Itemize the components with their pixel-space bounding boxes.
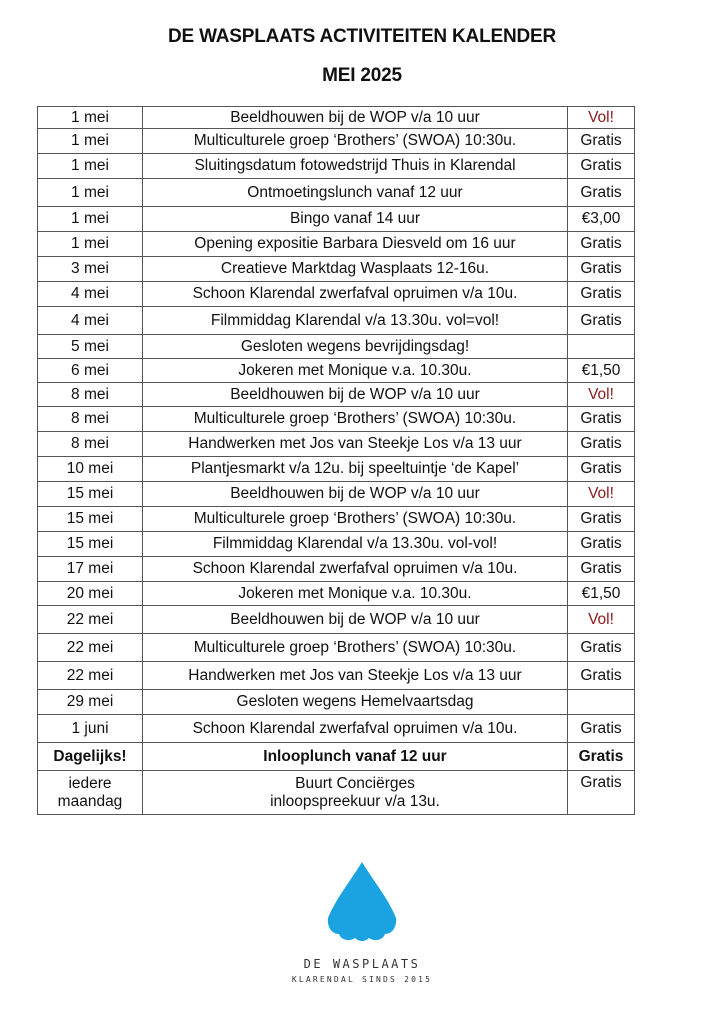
date-cell: 8 mei [38,383,143,407]
table-row [38,715,635,743]
date-cell: 22 mei [38,634,143,662]
date-cell: 29 mei [38,690,143,715]
date-cell: 1 mei [38,154,143,179]
price-cell: Gratis [568,179,635,207]
date-cell: Dagelijks! [38,743,143,771]
table-row [38,129,635,154]
page-title: DE WASPLAATS ACTIVITEITEN KALENDER [168,26,556,47]
price-cell: Gratis [568,282,635,307]
activity-cell: Plantjesmarkt v/a 12u. bij speeltuintje ‘de Kapel’ [143,457,568,482]
table-row [38,432,635,457]
date-cell: 10 mei [38,457,143,482]
table-row [38,662,635,690]
price-cell: €1,50 [568,359,635,383]
date-cell: 20 mei [38,582,143,606]
table-row [38,335,635,359]
table-row [38,107,635,129]
price-cell: Vol! [568,107,635,129]
activity-calendar-table [37,106,635,815]
price-cell: Gratis [568,307,635,335]
table-row [38,557,635,582]
table-row [38,407,635,432]
activity-cell: Filmmiddag Klarendal v/a 13.30u. vol=vol! [143,307,568,335]
table-row [38,307,635,335]
price-cell: Gratis [568,532,635,557]
activity-cell: Multiculturele groep ‘Brothers’ (SWOA) 10:30u. [143,407,568,432]
activity-line: Buurt Conciërges [295,774,415,792]
price-cell: Gratis [568,557,635,582]
price-cell: Gratis [568,634,635,662]
activity-cell: Ontmoetingslunch vanaf 12 uur [143,179,568,207]
price-cell [568,690,635,715]
table-row [38,482,635,507]
activity-cell: Beeldhouwen bij de WOP v/a 10 uur [143,383,568,407]
date-cell: 15 mei [38,532,143,557]
price-cell: Gratis [568,154,635,179]
date-cell: 1 mei [38,179,143,207]
table-row [38,207,635,232]
activity-cell: Filmmiddag Klarendal v/a 13.30u. vol-vol! [143,532,568,557]
price-cell: Gratis [568,232,635,257]
table-row [38,179,635,207]
price-cell: Vol! [568,482,635,507]
date-cell: 4 mei [38,282,143,307]
date-cell: 3 mei [38,257,143,282]
table-row [38,232,635,257]
activity-cell: Handwerken met Jos van Steekje Los v/a 13 uur [143,662,568,690]
date-cell: 15 mei [38,482,143,507]
price-cell: Gratis [568,662,635,690]
price-cell: Gratis [568,257,635,282]
date-cell: 1 mei [38,107,143,129]
page-subtitle-month: MEI 2025 [322,65,402,86]
activity-cell: Multiculturele groep ‘Brothers’ (SWOA) 10:30u. [143,507,568,532]
date-cell: 1 mei [38,207,143,232]
price-cell: Gratis [568,407,635,432]
price-cell: €3,00 [568,207,635,232]
price-cell: Gratis [568,129,635,154]
date-cell: 17 mei [38,557,143,582]
date-cell: 15 mei [38,507,143,532]
activity-cell: Gesloten wegens Hemelvaartsdag [143,690,568,715]
activity-cell: Beeldhouwen bij de WOP v/a 10 uur [143,606,568,634]
table-row [38,507,635,532]
date-cell: 1 mei [38,232,143,257]
wasplaats-logo [0,860,724,944]
activity-cell: Gesloten wegens bevrijdingsdag! [143,335,568,359]
activity-cell: Sluitingsdatum fotowedstrijd Thuis in Klarendal [143,154,568,179]
price-cell: Gratis [568,432,635,457]
date-cell: 4 mei [38,307,143,335]
date-line: iedere [68,774,112,792]
table-row [38,582,635,606]
activity-cell: Inlooplunch vanaf 12 uur [143,743,568,771]
date-line: maandag [57,792,123,810]
table-row [38,606,635,634]
activity-cell: Opening expositie Barbara Diesveld om 16 uur [143,232,568,257]
logo-tagline: KLARENDAL SINDS 2015 [291,975,433,984]
price-cell [568,335,635,359]
date-cell: 5 mei [38,335,143,359]
table-row [38,359,635,383]
date-cell: 1 juni [38,715,143,743]
price-cell: Gratis [568,507,635,532]
table-row [38,532,635,557]
activity-cell [143,771,568,815]
water-drop-icon [327,860,397,944]
table-row [38,743,635,771]
table-row [38,282,635,307]
price-cell: Gratis [568,743,635,771]
table-row [38,257,635,282]
table-row [38,771,635,815]
logo-name: DE WASPLAATS [303,957,421,971]
date-cell: 6 mei [38,359,143,383]
date-cell: 8 mei [38,432,143,457]
activity-cell: Creatieve Marktdag Wasplaats 12-16u. [143,257,568,282]
table-row [38,634,635,662]
activity-cell: Multiculturele groep ‘Brothers’ (SWOA) 10:30u. [143,634,568,662]
activity-cell: Handwerken met Jos van Steekje Los v/a 13 uur [143,432,568,457]
activity-cell: Schoon Klarendal zwerfafval opruimen v/a 10u. [143,715,568,743]
activity-cell: Jokeren met Monique v.a. 10.30u. [143,582,568,606]
date-cell: 8 mei [38,407,143,432]
price-cell: Gratis [568,715,635,743]
date-cell: 22 mei [38,606,143,634]
activity-cell: Bingo vanaf 14 uur [143,207,568,232]
activity-line: inloopspreekuur v/a 13u. [270,792,440,810]
table-row [38,383,635,407]
activity-cell: Jokeren met Monique v.a. 10.30u. [143,359,568,383]
price-cell: €1,50 [568,582,635,606]
activity-cell: Schoon Klarendal zwerfafval opruimen v/a 10u. [143,282,568,307]
activity-cell: Beeldhouwen bij de WOP v/a 10 uur [143,482,568,507]
activity-cell: Beeldhouwen bij de WOP v/a 10 uur [143,107,568,129]
date-cell: 1 mei [38,129,143,154]
table-row [38,457,635,482]
price-cell: Gratis [568,771,635,815]
price-cell: Vol! [568,383,635,407]
date-cell [38,771,143,815]
activity-cell: Multiculturele groep ‘Brothers’ (SWOA) 10:30u. [143,129,568,154]
activity-cell: Schoon Klarendal zwerfafval opruimen v/a 10u. [143,557,568,582]
price-cell: Vol! [568,606,635,634]
table-row [38,690,635,715]
table-row [38,154,635,179]
price-cell: Gratis [568,457,635,482]
date-cell: 22 mei [38,662,143,690]
